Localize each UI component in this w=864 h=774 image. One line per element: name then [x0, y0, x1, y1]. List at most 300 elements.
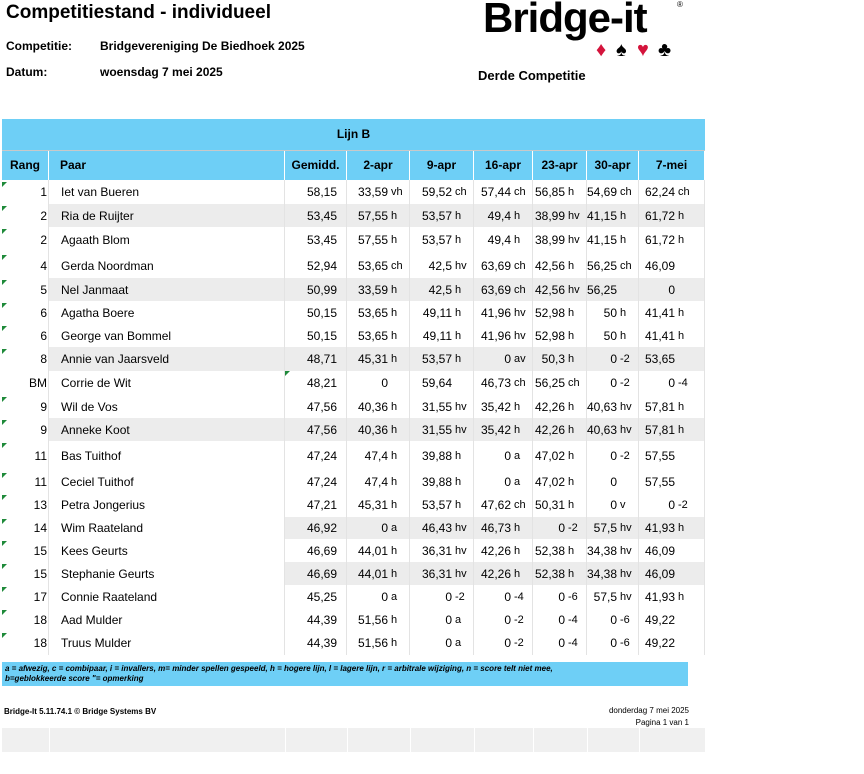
- score-code: h: [568, 306, 575, 319]
- score-code: h: [514, 522, 521, 534]
- rank-cell: 18: [2, 608, 49, 631]
- competition-subtitle: Derde Competitie: [478, 68, 586, 83]
- score-cell-9-apr: [410, 418, 474, 441]
- score-value: 0: [610, 636, 617, 650]
- score-code: hv: [620, 400, 632, 413]
- average-cell: 46,69: [285, 539, 347, 562]
- score-code: -4: [514, 590, 524, 603]
- score-value: 61,72: [644, 233, 675, 247]
- score-cell-16-apr: [474, 631, 533, 655]
- score-value: 56,25: [587, 282, 618, 297]
- score-code: h: [678, 400, 685, 413]
- score-value: 53,65: [644, 352, 675, 366]
- score-code: a: [391, 522, 398, 534]
- score-value: 56,85: [534, 185, 565, 199]
- score-cell-23-apr: [533, 539, 587, 562]
- score-value: 53,65: [357, 258, 388, 273]
- group-title: Lijn B: [2, 119, 705, 151]
- score-code: h: [455, 234, 462, 246]
- score-cell-30-apr: [587, 278, 639, 301]
- average-cell: 50,15: [285, 301, 347, 324]
- score-value: 36,31: [421, 566, 452, 581]
- score-value: 41,93: [644, 589, 675, 604]
- score-value: 0: [668, 376, 675, 390]
- score-value: 31,55: [421, 422, 452, 437]
- rank-cell: 14: [2, 517, 49, 539]
- score-code: av: [514, 353, 526, 365]
- score-cell-7-mei: [639, 204, 705, 227]
- score-cell-2-apr: [347, 301, 410, 324]
- legend: [2, 662, 688, 686]
- score-code: -2: [620, 377, 630, 389]
- score-value: 47,02: [534, 475, 565, 489]
- score-cell-9-apr: [410, 371, 474, 395]
- score-cell-30-apr: [587, 324, 639, 347]
- score-code: h: [455, 209, 462, 222]
- score-cell-2-apr: [347, 371, 410, 395]
- rank-cell: 2: [2, 227, 49, 253]
- rank-cell: 15: [2, 562, 49, 585]
- score-value: 57,5: [593, 521, 617, 535]
- score-code: h: [391, 306, 398, 319]
- average-cell: 45,25: [285, 585, 347, 608]
- player-name-cell: Aad Mulder: [49, 608, 285, 631]
- player-name-cell: Ria de Ruijter: [49, 204, 285, 227]
- score-value: 44,01: [357, 543, 388, 558]
- score-cell-16-apr: [474, 493, 533, 517]
- score-code: -2: [514, 637, 524, 649]
- score-code: h: [391, 613, 398, 626]
- score-value: 42,26: [480, 543, 511, 558]
- heart-suit-icon: ♥: [637, 39, 649, 61]
- score-code: ch: [514, 377, 526, 389]
- score-value: 0: [504, 589, 511, 604]
- score-value: 41,15: [587, 233, 618, 247]
- player-name-cell: Wil de Vos: [49, 395, 285, 418]
- score-value: 36,31: [421, 543, 452, 558]
- score-code: a: [455, 613, 462, 626]
- score-cell-16-apr: [474, 395, 533, 418]
- score-code: -4: [678, 377, 688, 389]
- score-cell-16-apr: [474, 608, 533, 631]
- score-value: 0: [445, 612, 452, 627]
- average-cell: 58,15: [285, 180, 347, 204]
- player-name-cell: Annie van Jaarsveld: [49, 347, 285, 371]
- score-cell-23-apr: [533, 608, 587, 631]
- player-name-cell: Iet van Bueren: [49, 180, 285, 204]
- score-value: 46,09: [644, 566, 675, 581]
- score-code: hv: [620, 590, 632, 603]
- score-value: 49,22: [644, 612, 675, 627]
- score-value: 0: [558, 521, 565, 535]
- score-code: hv: [455, 423, 467, 436]
- strip-divider: [474, 728, 475, 752]
- score-value: 44,01: [357, 566, 388, 581]
- score-cell-7-mei: [639, 441, 705, 471]
- score-value: 34,38: [587, 566, 618, 581]
- score-value: 62,24: [644, 185, 675, 199]
- score-cell-30-apr: [587, 471, 639, 493]
- score-code: h: [391, 283, 398, 296]
- score-code: v: [620, 499, 626, 511]
- score-value: 46,73: [480, 376, 511, 390]
- score-value: 33,59: [357, 185, 388, 199]
- score-value: 53,57: [421, 233, 452, 247]
- score-cell-30-apr: [587, 253, 639, 278]
- average-cell: 48,71: [285, 347, 347, 371]
- score-cell-7-mei: [639, 631, 705, 655]
- score-value: 54,69: [587, 185, 618, 199]
- score-cell-7-mei: [639, 371, 705, 395]
- average-cell: 48,21: [285, 371, 347, 395]
- score-code: h: [678, 234, 685, 246]
- table-row: [2, 539, 705, 562]
- score-cell-23-apr: [533, 301, 587, 324]
- logo-text: Bridge-it: [483, 0, 647, 41]
- score-cell-9-apr: [410, 585, 474, 608]
- legend-line-2: b=geblokkeerde score "= opmerking: [5, 674, 144, 683]
- score-code: h: [568, 400, 575, 413]
- score-cell-23-apr: [533, 441, 587, 471]
- score-cell-7-mei: [639, 562, 705, 585]
- score-cell-2-apr: [347, 631, 410, 655]
- score-code: hv: [568, 234, 580, 246]
- score-code: a: [514, 450, 521, 462]
- score-value: 53,57: [421, 352, 452, 366]
- score-cell-9-apr: [410, 204, 474, 227]
- score-cell-23-apr: [533, 278, 587, 301]
- page-number: Pagina 1 van 1: [635, 718, 689, 727]
- average-cell: 47,24: [285, 441, 347, 471]
- score-code: -4: [568, 637, 578, 649]
- average-cell: 47,24: [285, 471, 347, 493]
- score-code: ch: [514, 259, 526, 272]
- score-value: 42,56: [534, 282, 565, 297]
- score-cell-16-apr: [474, 517, 533, 539]
- table-row: [2, 227, 705, 253]
- score-value: 50,31: [534, 498, 565, 512]
- bridge-it-logo: [483, 0, 688, 64]
- score-code: h: [455, 329, 462, 342]
- score-cell-16-apr: [474, 441, 533, 471]
- rank-cell: 5: [2, 278, 49, 301]
- table-header-row: [2, 151, 705, 180]
- score-code: hv: [620, 423, 632, 436]
- score-cell-2-apr: [347, 278, 410, 301]
- score-value: 63,69: [480, 258, 511, 273]
- player-name-cell: Truus Mulder: [49, 631, 285, 655]
- score-code: hv: [620, 522, 632, 534]
- score-cell-30-apr: [587, 562, 639, 585]
- score-value: 49,11: [422, 305, 452, 320]
- score-value: 0: [504, 352, 511, 366]
- score-cell-30-apr: [587, 493, 639, 517]
- score-code: h: [568, 353, 575, 365]
- score-value: 53,65: [357, 328, 388, 343]
- score-cell-9-apr: [410, 471, 474, 493]
- score-code: h: [391, 423, 398, 436]
- score-cell-9-apr: [410, 347, 474, 371]
- score-cell-30-apr: [587, 517, 639, 539]
- rank-cell: 1: [2, 180, 49, 204]
- score-value: 57,55: [357, 233, 388, 247]
- score-value: 53,57: [421, 208, 452, 223]
- score-code: h: [568, 450, 575, 462]
- score-cell-23-apr: [533, 471, 587, 493]
- score-value: 42,26: [534, 422, 565, 437]
- score-code: -2: [678, 499, 688, 511]
- score-cell-2-apr: [347, 471, 410, 493]
- score-code: h: [455, 450, 462, 462]
- score-cell-7-mei: [639, 324, 705, 347]
- score-cell-2-apr: [347, 539, 410, 562]
- score-code: h: [455, 499, 462, 511]
- score-value: 31,55: [421, 399, 452, 414]
- strip-divider: [410, 728, 411, 752]
- player-name-cell: Agatha Boere: [49, 301, 285, 324]
- score-cell-16-apr: [474, 562, 533, 585]
- score-cell-2-apr: [347, 562, 410, 585]
- score-value: 57,55: [644, 475, 675, 489]
- date-label: Datum:: [6, 65, 48, 79]
- score-code: -2: [568, 522, 578, 534]
- score-code: ch: [514, 186, 526, 198]
- score-code: h: [455, 353, 462, 365]
- average-cell: 47,56: [285, 395, 347, 418]
- score-value: 0: [610, 612, 617, 627]
- score-cell-23-apr: [533, 395, 587, 418]
- score-code: h: [568, 186, 575, 198]
- rank-cell: 6: [2, 324, 49, 347]
- score-value: 0: [504, 475, 511, 489]
- score-cell-2-apr: [347, 585, 410, 608]
- score-value: 42,5: [428, 282, 452, 297]
- score-value: 33,59: [357, 282, 388, 297]
- score-code: h: [514, 423, 521, 436]
- score-value: 51,56: [357, 636, 388, 650]
- score-value: 0: [381, 589, 388, 604]
- score-cell-9-apr: [410, 631, 474, 655]
- average-cell: 53,45: [285, 204, 347, 227]
- table-row: [2, 301, 705, 324]
- score-value: 40,63: [587, 422, 618, 437]
- table-row: [2, 608, 705, 631]
- player-name-cell: Agaath Blom: [49, 227, 285, 253]
- rank-cell: 2: [2, 204, 49, 227]
- strip-divider: [587, 728, 588, 752]
- score-code: h: [514, 544, 521, 557]
- score-cell-16-apr: [474, 371, 533, 395]
- score-code: hv: [514, 306, 526, 319]
- score-value: 46,09: [644, 543, 675, 558]
- table-row: [2, 371, 705, 395]
- score-value: 49,4: [487, 233, 511, 247]
- score-value: 40,36: [357, 422, 388, 437]
- score-value: 47,02: [534, 449, 565, 463]
- score-value: 40,36: [357, 399, 388, 414]
- score-cell-23-apr: [533, 253, 587, 278]
- rank-cell: BM: [2, 371, 49, 395]
- score-code: hv: [620, 544, 632, 557]
- score-value: 41,93: [644, 521, 675, 535]
- score-value: 45,31: [357, 352, 388, 366]
- score-cell-16-apr: [474, 278, 533, 301]
- score-cell-30-apr: [587, 347, 639, 371]
- score-code: hv: [568, 283, 580, 296]
- rank-cell: 11: [2, 471, 49, 493]
- score-code: -2: [620, 450, 630, 462]
- score-cell-2-apr: [347, 517, 410, 539]
- column-header-7-mei: 7-mei: [639, 151, 705, 180]
- rank-cell: 6: [2, 301, 49, 324]
- score-value: 0: [445, 589, 452, 604]
- score-cell-30-apr: [587, 204, 639, 227]
- score-code: ch: [568, 377, 580, 389]
- score-cell-2-apr: [347, 418, 410, 441]
- score-cell-16-apr: [474, 253, 533, 278]
- score-code: hv: [455, 567, 467, 580]
- score-value: 0: [610, 475, 617, 489]
- score-cell-23-apr: [533, 371, 587, 395]
- score-code: ch: [620, 259, 632, 272]
- score-cell-7-mei: [639, 418, 705, 441]
- score-cell-30-apr: [587, 180, 639, 204]
- average-cell: 44,39: [285, 631, 347, 655]
- legend-line-1: a = afwezig, c = combipaar, i = invallers, m= minder spellen gespeeld, h = hogere lijn, l = lagere lijn, r = arbitrale wijziging, n = score telt niet mee,: [5, 664, 553, 673]
- score-cell-30-apr: [587, 371, 639, 395]
- score-cell-7-mei: [639, 301, 705, 324]
- column-header-rang: Rang: [2, 151, 49, 180]
- score-cell-7-mei: [639, 227, 705, 253]
- score-value: 57,55: [357, 208, 388, 223]
- table-row: [2, 180, 705, 204]
- score-code: h: [568, 499, 575, 511]
- score-cell-23-apr: [533, 493, 587, 517]
- score-value: 59,52: [421, 185, 452, 199]
- table-row: [2, 204, 705, 227]
- score-code: h: [391, 234, 398, 246]
- score-value: 41,96: [480, 328, 511, 343]
- score-code: h: [514, 234, 521, 246]
- score-cell-2-apr: [347, 441, 410, 471]
- score-value: 0: [445, 636, 452, 650]
- score-code: h: [568, 567, 575, 580]
- score-code: h: [514, 209, 521, 222]
- score-cell-23-apr: [533, 204, 587, 227]
- score-code: a: [391, 590, 398, 603]
- player-name-cell: Nel Janmaat: [49, 278, 285, 301]
- score-value: 0: [504, 612, 511, 627]
- score-code: a: [455, 637, 462, 649]
- score-value: 0: [610, 352, 617, 366]
- score-value: 39,88: [421, 449, 452, 463]
- player-name-cell: Wim Raateland: [49, 517, 285, 539]
- score-value: 53,65: [357, 305, 388, 320]
- score-cell-30-apr: [587, 301, 639, 324]
- score-code: h: [391, 353, 398, 365]
- score-code: h: [391, 476, 398, 488]
- table-row: [2, 493, 705, 517]
- score-value: 0: [558, 636, 565, 650]
- score-cell-9-apr: [410, 562, 474, 585]
- score-value: 46,09: [644, 258, 675, 273]
- score-cell-2-apr: [347, 227, 410, 253]
- table-row: [2, 562, 705, 585]
- column-header-16-apr: 16-apr: [474, 151, 533, 180]
- average-cell: 46,92: [285, 517, 347, 539]
- score-value: 35,42: [480, 422, 511, 437]
- player-name-cell: Corrie de Wit: [49, 371, 285, 395]
- score-code: h: [678, 329, 685, 342]
- score-cell-23-apr: [533, 324, 587, 347]
- table-body: [2, 180, 705, 655]
- score-value: 56,25: [587, 258, 618, 273]
- score-code: hv: [620, 567, 632, 580]
- score-value: 45,31: [357, 498, 388, 512]
- player-name-cell: Gerda Noordman: [49, 253, 285, 278]
- score-cell-16-apr: [474, 301, 533, 324]
- rank-cell: 13: [2, 493, 49, 517]
- score-value: 0: [558, 589, 565, 604]
- score-value: 0: [610, 376, 617, 390]
- average-cell: 47,21: [285, 493, 347, 517]
- score-cell-16-apr: [474, 227, 533, 253]
- score-cell-7-mei: [639, 471, 705, 493]
- score-code: h: [678, 306, 685, 319]
- score-value: 61,72: [644, 208, 675, 223]
- score-cell-16-apr: [474, 585, 533, 608]
- score-value: 49,4: [487, 208, 511, 223]
- score-cell-2-apr: [347, 204, 410, 227]
- score-cell-30-apr: [587, 441, 639, 471]
- score-code: ch: [620, 186, 632, 198]
- score-cell-16-apr: [474, 418, 533, 441]
- score-value: 34,38: [587, 543, 618, 558]
- score-code: h: [391, 499, 398, 511]
- competition-label: Competitie:: [6, 39, 72, 53]
- table-row: [2, 278, 705, 301]
- player-name-cell: Petra Jongerius: [49, 493, 285, 517]
- score-code: h: [678, 590, 685, 603]
- score-value: 42,26: [480, 566, 511, 581]
- score-value: 50: [603, 305, 617, 320]
- score-value: 57,81: [644, 399, 675, 414]
- player-name-cell: Kees Geurts: [49, 539, 285, 562]
- diamond-suit-icon: ♦: [596, 39, 607, 61]
- score-cell-9-apr: [410, 227, 474, 253]
- score-value: 52,38: [534, 543, 565, 558]
- score-cell-9-apr: [410, 493, 474, 517]
- table-row: [2, 471, 705, 493]
- table-row: [2, 253, 705, 278]
- rank-cell: 17: [2, 585, 49, 608]
- score-code: ch: [678, 186, 690, 198]
- score-value: 38,99: [534, 208, 565, 223]
- score-code: h: [620, 209, 627, 222]
- score-value: 49,22: [644, 636, 675, 650]
- player-name-cell: Ceciel Tuithof: [49, 471, 285, 493]
- score-code: h: [620, 234, 627, 246]
- score-value: 40,63: [587, 399, 618, 414]
- score-value: 0: [610, 498, 617, 512]
- spade-suit-icon: ♠: [616, 39, 627, 61]
- score-cell-7-mei: [639, 493, 705, 517]
- score-value: 0: [668, 282, 675, 297]
- score-cell-23-apr: [533, 631, 587, 655]
- table-row: [2, 395, 705, 418]
- table-row: [2, 418, 705, 441]
- score-cell-30-apr: [587, 227, 639, 253]
